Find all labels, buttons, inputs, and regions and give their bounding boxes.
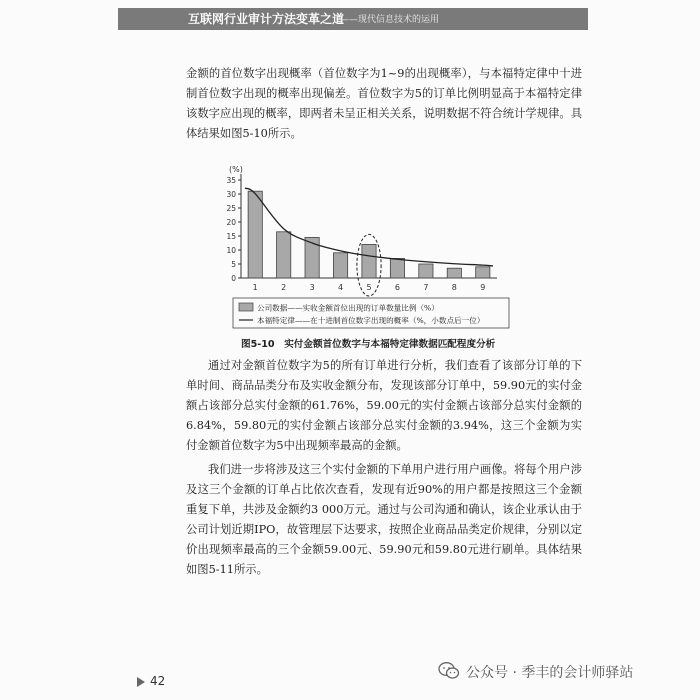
bar (476, 267, 490, 278)
chart-legend (233, 298, 509, 328)
x-tick-label: 1 (252, 283, 258, 292)
paragraph-2: 通过对金额首位数字为5的所有订单进行分析，我们查看了该部分订单的下单时间、商品品类分布及实收金额分布，发现该部分订单中，59.90元的实付金额占该部分总实付金额的61.76%，59.00元的实付金额占该部分总实付金额的6.84%，59.80元的实付金额占该部分总实付金额的3.94%，这三个金额为实付金额首位数字为5中出现频率最高的金额。 (186, 359, 582, 452)
y-tick-label: 5 (231, 260, 236, 269)
bar (390, 258, 404, 278)
page-arrow-icon (137, 677, 145, 687)
x-tick-label: 4 (338, 283, 344, 292)
watermark (438, 657, 688, 687)
x-tick-label: 9 (480, 283, 486, 292)
y-tick-label: 30 (226, 190, 236, 199)
legend-label-line: 本福特定律——在十进制首位数字出现的概率（%，小数点后一位） (257, 316, 485, 325)
benford-chart (205, 158, 525, 334)
paragraph-3: 我们进一步将涉及这三个实付金额的下单用户进行用户画像。将每个用户涉及这三个金额的订单占比依次查看，发现有近90%的用户都是按照这三个金额重复下单，共涉及金额约3 000万元。通过与公司沟通和确认，该企业承认由于公司计划近期IPO，故管理层下达要求，按照企业商品品类定价规律，分别以定价出现频率最高的三个金额59.00元、59.90元和59.80元进行刷单。具体结果如图5-11所示。 (186, 463, 582, 576)
x-tick-label: 2 (281, 283, 287, 292)
chart-y-ticks (226, 165, 242, 283)
header-subtitle: ——现代信息技术的运用 (340, 15, 440, 25)
bar (419, 264, 433, 278)
y-tick-label: 20 (226, 218, 236, 227)
bar (248, 191, 262, 278)
x-tick-label: 8 (451, 283, 457, 292)
bar (362, 244, 376, 278)
paragraph-1: 金额的首位数字出现概率（首位数字为1~9的出现概率），与本福特定律中十进制首位数字出现的概率出现偏差。首位数字为5的订单比例明显高于本福特定律该数字应出现的概率，即两者未呈正相关关系，说明数据不符合统计学规律。具体结果如图5-10所示。 (186, 67, 582, 140)
y-tick-label: 10 (226, 246, 236, 255)
legend-swatch-bar (239, 303, 253, 311)
legend-label-bar: 公司数据——实收金额首位出现的订单数量比例（%） (257, 303, 439, 313)
page-number: 42 (150, 674, 166, 688)
y-unit-label: (%) (229, 165, 243, 174)
x-tick-label: 7 (423, 283, 429, 292)
bar (277, 232, 291, 278)
chart-x-ticks (253, 283, 486, 292)
watermark-text: 公众号 · 季丰的会计师驿站 (466, 665, 634, 681)
wechat-icon (438, 661, 460, 681)
y-tick-label: 35 (226, 176, 236, 185)
bar (333, 253, 347, 278)
figure-caption: 图5-10 实付金额首位数字与本福特定律数据匹配程度分析 (241, 339, 496, 350)
y-tick-label: 15 (226, 232, 236, 241)
header-title: 互联网行业审计方法变革之道 (188, 12, 345, 26)
y-tick-label: 25 (226, 204, 236, 213)
x-tick-label: 5 (366, 283, 372, 292)
y-tick-label: 0 (231, 274, 236, 283)
bar (447, 268, 461, 278)
chart-bars (248, 191, 490, 296)
x-tick-label: 3 (309, 283, 315, 292)
x-tick-label: 6 (394, 283, 400, 292)
